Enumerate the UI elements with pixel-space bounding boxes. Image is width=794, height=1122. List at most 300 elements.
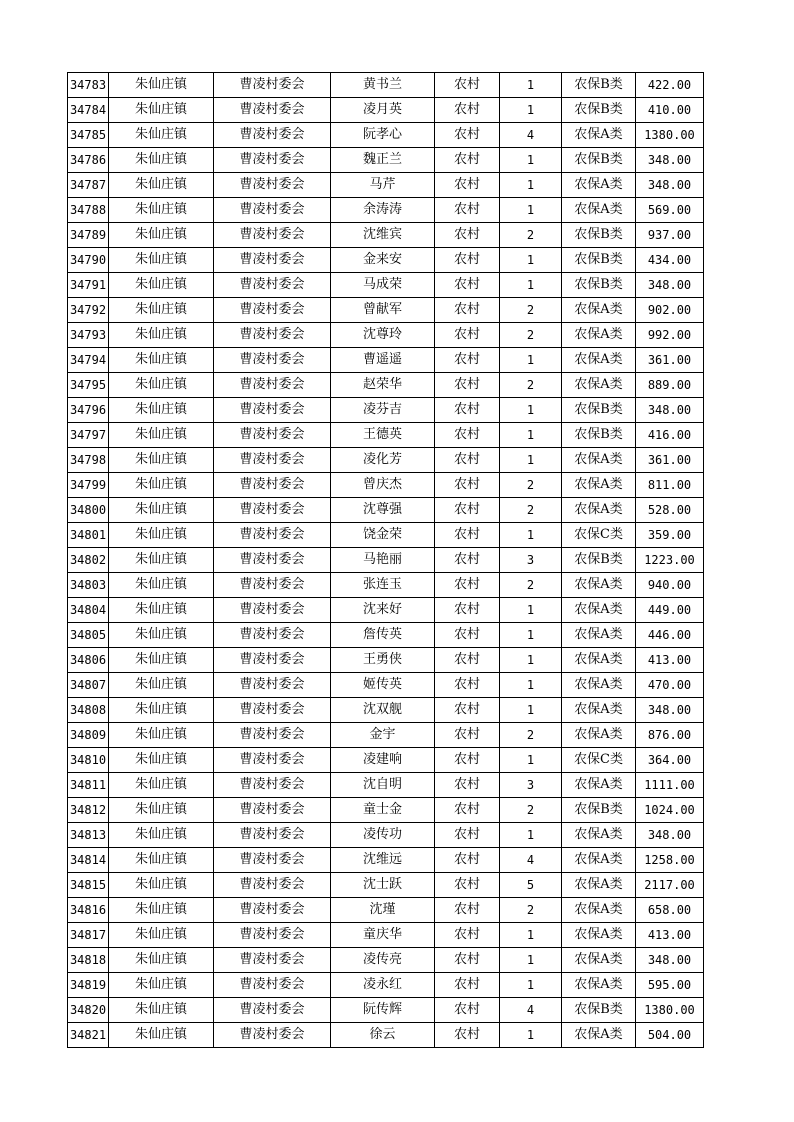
amount-cell: 348.00 — [636, 698, 704, 723]
table-row — [68, 198, 704, 223]
person-name-cell: 沈来好 — [331, 598, 435, 623]
household-type-cell: 农村 — [435, 523, 500, 548]
person-name-cell: 沈维远 — [331, 848, 435, 873]
village-committee-cell: 曹凌村委会 — [214, 823, 331, 848]
insurance-category-cell: 农保A类 — [562, 573, 636, 598]
table-row — [68, 723, 704, 748]
member-count-cell: 1 — [500, 398, 562, 423]
household-type-cell: 农村 — [435, 823, 500, 848]
town-cell: 朱仙庄镇 — [109, 373, 214, 398]
record-id-cell: 34819 — [68, 973, 109, 998]
member-count-cell: 2 — [500, 898, 562, 923]
insurance-category-cell: 农保A类 — [562, 698, 636, 723]
amount-cell: 422.00 — [636, 73, 704, 98]
household-type-cell: 农村 — [435, 173, 500, 198]
insurance-category-cell: 农保A类 — [562, 673, 636, 698]
village-committee-cell: 曹凌村委会 — [214, 398, 331, 423]
town-cell: 朱仙庄镇 — [109, 73, 214, 98]
town-cell: 朱仙庄镇 — [109, 273, 214, 298]
village-committee-cell: 曹凌村委会 — [214, 373, 331, 398]
town-cell: 朱仙庄镇 — [109, 798, 214, 823]
household-type-cell: 农村 — [435, 773, 500, 798]
amount-cell: 413.00 — [636, 923, 704, 948]
record-id-cell: 34798 — [68, 448, 109, 473]
town-cell: 朱仙庄镇 — [109, 498, 214, 523]
amount-cell: 1258.00 — [636, 848, 704, 873]
person-name-cell: 姬传英 — [331, 673, 435, 698]
member-count-cell: 2 — [500, 723, 562, 748]
village-committee-cell: 曹凌村委会 — [214, 898, 331, 923]
household-type-cell: 农村 — [435, 423, 500, 448]
amount-cell: 1111.00 — [636, 773, 704, 798]
household-type-cell: 农村 — [435, 148, 500, 173]
person-name-cell: 赵荣华 — [331, 373, 435, 398]
village-committee-cell: 曹凌村委会 — [214, 948, 331, 973]
insurance-category-cell: 农保A类 — [562, 123, 636, 148]
town-cell: 朱仙庄镇 — [109, 98, 214, 123]
household-type-cell: 农村 — [435, 698, 500, 723]
town-cell: 朱仙庄镇 — [109, 148, 214, 173]
amount-cell: 1223.00 — [636, 548, 704, 573]
village-committee-cell: 曹凌村委会 — [214, 598, 331, 623]
record-id-cell: 34808 — [68, 698, 109, 723]
insurance-category-cell: 农保B类 — [562, 98, 636, 123]
person-name-cell: 童士金 — [331, 798, 435, 823]
household-type-cell: 农村 — [435, 398, 500, 423]
member-count-cell: 1 — [500, 348, 562, 373]
person-name-cell: 沈自明 — [331, 773, 435, 798]
insurance-category-cell: 农保A类 — [562, 1023, 636, 1048]
table-row — [68, 648, 704, 673]
person-name-cell: 魏正兰 — [331, 148, 435, 173]
person-name-cell: 王勇侠 — [331, 648, 435, 673]
town-cell: 朱仙庄镇 — [109, 198, 214, 223]
household-type-cell: 农村 — [435, 948, 500, 973]
person-name-cell: 曹遥遥 — [331, 348, 435, 373]
member-count-cell: 4 — [500, 848, 562, 873]
record-id-cell: 34806 — [68, 648, 109, 673]
amount-cell: 348.00 — [636, 398, 704, 423]
record-id-cell: 34791 — [68, 273, 109, 298]
person-name-cell: 马芹 — [331, 173, 435, 198]
record-id-cell: 34794 — [68, 348, 109, 373]
insurance-category-cell: 农保A类 — [562, 173, 636, 198]
record-id-cell: 34787 — [68, 173, 109, 198]
town-cell: 朱仙庄镇 — [109, 473, 214, 498]
town-cell: 朱仙庄镇 — [109, 648, 214, 673]
amount-cell: 348.00 — [636, 273, 704, 298]
person-name-cell: 沈维宾 — [331, 223, 435, 248]
table-row — [68, 173, 704, 198]
town-cell: 朱仙庄镇 — [109, 773, 214, 798]
table-row — [68, 123, 704, 148]
insurance-category-cell: 农保A类 — [562, 298, 636, 323]
data-table — [67, 72, 704, 1048]
amount-cell: 658.00 — [636, 898, 704, 923]
record-id-cell: 34785 — [68, 123, 109, 148]
household-type-cell: 农村 — [435, 198, 500, 223]
amount-cell: 889.00 — [636, 373, 704, 398]
town-cell: 朱仙庄镇 — [109, 723, 214, 748]
amount-cell: 937.00 — [636, 223, 704, 248]
insurance-category-cell: 农保A类 — [562, 498, 636, 523]
person-name-cell: 沈士跃 — [331, 873, 435, 898]
insurance-category-cell: 农保A类 — [562, 848, 636, 873]
household-type-cell: 农村 — [435, 498, 500, 523]
village-committee-cell: 曹凌村委会 — [214, 873, 331, 898]
table-row — [68, 873, 704, 898]
household-type-cell: 农村 — [435, 998, 500, 1023]
insurance-category-cell: 农保A类 — [562, 598, 636, 623]
person-name-cell: 饶金荣 — [331, 523, 435, 548]
town-cell: 朱仙庄镇 — [109, 298, 214, 323]
person-name-cell: 童庆华 — [331, 923, 435, 948]
member-count-cell: 2 — [500, 498, 562, 523]
household-type-cell: 农村 — [435, 973, 500, 998]
person-name-cell: 王德英 — [331, 423, 435, 448]
record-id-cell: 34784 — [68, 98, 109, 123]
village-committee-cell: 曹凌村委会 — [214, 773, 331, 798]
village-committee-cell: 曹凌村委会 — [214, 98, 331, 123]
household-type-cell: 农村 — [435, 673, 500, 698]
insurance-category-cell: 农保A类 — [562, 973, 636, 998]
person-name-cell: 曾献军 — [331, 298, 435, 323]
record-id-cell: 34783 — [68, 73, 109, 98]
amount-cell: 1024.00 — [636, 798, 704, 823]
household-type-cell: 农村 — [435, 798, 500, 823]
village-committee-cell: 曹凌村委会 — [214, 573, 331, 598]
town-cell: 朱仙庄镇 — [109, 598, 214, 623]
table-row — [68, 223, 704, 248]
amount-cell: 811.00 — [636, 473, 704, 498]
table-row — [68, 473, 704, 498]
insurance-category-cell: 农保B类 — [562, 248, 636, 273]
insurance-category-cell: 农保C类 — [562, 748, 636, 773]
village-committee-cell: 曹凌村委会 — [214, 748, 331, 773]
person-name-cell: 沈瑾 — [331, 898, 435, 923]
household-type-cell: 农村 — [435, 748, 500, 773]
household-type-cell: 农村 — [435, 223, 500, 248]
person-name-cell: 金来安 — [331, 248, 435, 273]
village-committee-cell: 曹凌村委会 — [214, 423, 331, 448]
village-committee-cell: 曹凌村委会 — [214, 673, 331, 698]
member-count-cell: 3 — [500, 548, 562, 573]
insurance-category-cell: 农保A类 — [562, 348, 636, 373]
town-cell: 朱仙庄镇 — [109, 848, 214, 873]
village-committee-cell: 曹凌村委会 — [214, 348, 331, 373]
insurance-category-cell: 农保A类 — [562, 198, 636, 223]
town-cell: 朱仙庄镇 — [109, 223, 214, 248]
amount-cell: 361.00 — [636, 348, 704, 373]
amount-cell: 1380.00 — [636, 998, 704, 1023]
insurance-category-cell: 农保B类 — [562, 223, 636, 248]
person-name-cell: 阮传辉 — [331, 998, 435, 1023]
insurance-category-cell: 农保A类 — [562, 773, 636, 798]
insurance-category-cell: 农保A类 — [562, 473, 636, 498]
insurance-category-cell: 农保B类 — [562, 548, 636, 573]
record-id-cell: 34817 — [68, 923, 109, 948]
record-id-cell: 34797 — [68, 423, 109, 448]
village-committee-cell: 曹凌村委会 — [214, 723, 331, 748]
member-count-cell: 1 — [500, 948, 562, 973]
village-committee-cell: 曹凌村委会 — [214, 473, 331, 498]
amount-cell: 1380.00 — [636, 123, 704, 148]
table-row — [68, 398, 704, 423]
village-committee-cell: 曹凌村委会 — [214, 623, 331, 648]
household-type-cell: 农村 — [435, 98, 500, 123]
record-id-cell: 34804 — [68, 598, 109, 623]
insurance-category-cell: 农保A类 — [562, 623, 636, 648]
table-row — [68, 98, 704, 123]
record-id-cell: 34792 — [68, 298, 109, 323]
member-count-cell: 4 — [500, 998, 562, 1023]
village-committee-cell: 曹凌村委会 — [214, 273, 331, 298]
table-row — [68, 323, 704, 348]
amount-cell: 569.00 — [636, 198, 704, 223]
amount-cell: 470.00 — [636, 673, 704, 698]
household-type-cell: 农村 — [435, 73, 500, 98]
town-cell: 朱仙庄镇 — [109, 623, 214, 648]
person-name-cell: 阮孝心 — [331, 123, 435, 148]
table-row — [68, 998, 704, 1023]
member-count-cell: 1 — [500, 823, 562, 848]
amount-cell: 876.00 — [636, 723, 704, 748]
member-count-cell: 2 — [500, 323, 562, 348]
amount-cell: 348.00 — [636, 148, 704, 173]
town-cell: 朱仙庄镇 — [109, 248, 214, 273]
insurance-category-cell: 农保B类 — [562, 73, 636, 98]
table-row — [68, 973, 704, 998]
table-row — [68, 348, 704, 373]
village-committee-cell: 曹凌村委会 — [214, 798, 331, 823]
member-count-cell: 2 — [500, 223, 562, 248]
town-cell: 朱仙庄镇 — [109, 348, 214, 373]
village-committee-cell: 曹凌村委会 — [214, 298, 331, 323]
village-committee-cell: 曹凌村委会 — [214, 448, 331, 473]
member-count-cell: 1 — [500, 273, 562, 298]
table-row — [68, 898, 704, 923]
table-row — [68, 848, 704, 873]
amount-cell: 992.00 — [636, 323, 704, 348]
household-type-cell: 农村 — [435, 648, 500, 673]
household-type-cell: 农村 — [435, 848, 500, 873]
insurance-category-cell: 农保A类 — [562, 873, 636, 898]
amount-cell: 902.00 — [636, 298, 704, 323]
record-id-cell: 34801 — [68, 523, 109, 548]
record-id-cell: 34821 — [68, 1023, 109, 1048]
member-count-cell: 1 — [500, 1023, 562, 1048]
table-row — [68, 598, 704, 623]
town-cell: 朱仙庄镇 — [109, 823, 214, 848]
table-row — [68, 548, 704, 573]
table-row — [68, 523, 704, 548]
person-name-cell: 余涛涛 — [331, 198, 435, 223]
insurance-category-cell: 农保A类 — [562, 373, 636, 398]
table-row — [68, 673, 704, 698]
insurance-category-cell: 农保A类 — [562, 948, 636, 973]
household-type-cell: 农村 — [435, 598, 500, 623]
amount-cell: 364.00 — [636, 748, 704, 773]
insurance-category-cell: 农保B类 — [562, 798, 636, 823]
town-cell: 朱仙庄镇 — [109, 173, 214, 198]
household-type-cell: 农村 — [435, 448, 500, 473]
record-id-cell: 34816 — [68, 898, 109, 923]
person-name-cell: 沈尊玲 — [331, 323, 435, 348]
village-committee-cell: 曹凌村委会 — [214, 173, 331, 198]
record-id-cell: 34796 — [68, 398, 109, 423]
town-cell: 朱仙庄镇 — [109, 123, 214, 148]
table-row — [68, 948, 704, 973]
table-row — [68, 423, 704, 448]
household-type-cell: 农村 — [435, 623, 500, 648]
amount-cell: 2117.00 — [636, 873, 704, 898]
town-cell: 朱仙庄镇 — [109, 898, 214, 923]
person-name-cell: 马艳丽 — [331, 548, 435, 573]
town-cell: 朱仙庄镇 — [109, 698, 214, 723]
record-id-cell: 34813 — [68, 823, 109, 848]
village-committee-cell: 曹凌村委会 — [214, 73, 331, 98]
person-name-cell: 沈尊强 — [331, 498, 435, 523]
member-count-cell: 1 — [500, 148, 562, 173]
table-row — [68, 748, 704, 773]
insurance-category-cell: 农保A类 — [562, 323, 636, 348]
insurance-category-cell: 农保A类 — [562, 723, 636, 748]
member-count-cell: 1 — [500, 248, 562, 273]
village-committee-cell: 曹凌村委会 — [214, 148, 331, 173]
member-count-cell: 1 — [500, 73, 562, 98]
town-cell: 朱仙庄镇 — [109, 573, 214, 598]
village-committee-cell: 曹凌村委会 — [214, 548, 331, 573]
town-cell: 朱仙庄镇 — [109, 948, 214, 973]
village-committee-cell: 曹凌村委会 — [214, 248, 331, 273]
amount-cell: 348.00 — [636, 173, 704, 198]
table-row — [68, 73, 704, 98]
household-type-cell: 农村 — [435, 573, 500, 598]
household-type-cell: 农村 — [435, 298, 500, 323]
record-id-cell: 34786 — [68, 148, 109, 173]
town-cell: 朱仙庄镇 — [109, 1023, 214, 1048]
village-committee-cell: 曹凌村委会 — [214, 648, 331, 673]
town-cell: 朱仙庄镇 — [109, 673, 214, 698]
household-type-cell: 农村 — [435, 123, 500, 148]
village-committee-cell: 曹凌村委会 — [214, 973, 331, 998]
table-row — [68, 923, 704, 948]
insurance-category-cell: 农保A类 — [562, 648, 636, 673]
town-cell: 朱仙庄镇 — [109, 748, 214, 773]
insurance-category-cell: 农保A类 — [562, 898, 636, 923]
amount-cell: 348.00 — [636, 948, 704, 973]
town-cell: 朱仙庄镇 — [109, 323, 214, 348]
table-row — [68, 448, 704, 473]
amount-cell: 359.00 — [636, 523, 704, 548]
record-id-cell: 34788 — [68, 198, 109, 223]
person-name-cell: 凌传功 — [331, 823, 435, 848]
amount-cell: 413.00 — [636, 648, 704, 673]
record-id-cell: 34810 — [68, 748, 109, 773]
insurance-category-cell: 农保B类 — [562, 423, 636, 448]
table-row — [68, 773, 704, 798]
amount-cell: 595.00 — [636, 973, 704, 998]
town-cell: 朱仙庄镇 — [109, 523, 214, 548]
household-type-cell: 农村 — [435, 473, 500, 498]
member-count-cell: 1 — [500, 748, 562, 773]
record-id-cell: 34820 — [68, 998, 109, 1023]
household-type-cell: 农村 — [435, 248, 500, 273]
village-committee-cell: 曹凌村委会 — [214, 998, 331, 1023]
household-type-cell: 农村 — [435, 898, 500, 923]
town-cell: 朱仙庄镇 — [109, 998, 214, 1023]
person-name-cell: 凌传亮 — [331, 948, 435, 973]
member-count-cell: 1 — [500, 698, 562, 723]
village-committee-cell: 曹凌村委会 — [214, 123, 331, 148]
insurance-category-cell: 农保A类 — [562, 448, 636, 473]
insurance-category-cell: 农保B类 — [562, 273, 636, 298]
village-committee-cell: 曹凌村委会 — [214, 523, 331, 548]
member-count-cell: 4 — [500, 123, 562, 148]
person-name-cell: 詹传英 — [331, 623, 435, 648]
member-count-cell: 1 — [500, 623, 562, 648]
insurance-category-cell: 农保C类 — [562, 523, 636, 548]
town-cell: 朱仙庄镇 — [109, 973, 214, 998]
member-count-cell: 1 — [500, 198, 562, 223]
record-id-cell: 34814 — [68, 848, 109, 873]
amount-cell: 348.00 — [636, 823, 704, 848]
table-body — [68, 73, 704, 1048]
household-type-cell: 农村 — [435, 723, 500, 748]
insurance-category-cell: 农保A类 — [562, 823, 636, 848]
member-count-cell: 2 — [500, 473, 562, 498]
member-count-cell: 1 — [500, 648, 562, 673]
person-name-cell: 金宇 — [331, 723, 435, 748]
member-count-cell: 2 — [500, 798, 562, 823]
member-count-cell: 1 — [500, 448, 562, 473]
record-id-cell: 34802 — [68, 548, 109, 573]
insurance-category-cell: 农保B类 — [562, 148, 636, 173]
record-id-cell: 34807 — [68, 673, 109, 698]
household-type-cell: 农村 — [435, 373, 500, 398]
member-count-cell: 1 — [500, 923, 562, 948]
town-cell: 朱仙庄镇 — [109, 423, 214, 448]
member-count-cell: 1 — [500, 423, 562, 448]
record-id-cell: 34803 — [68, 573, 109, 598]
household-type-cell: 农村 — [435, 348, 500, 373]
amount-cell: 504.00 — [636, 1023, 704, 1048]
town-cell: 朱仙庄镇 — [109, 548, 214, 573]
table-row — [68, 248, 704, 273]
household-type-cell: 农村 — [435, 273, 500, 298]
table-row — [68, 148, 704, 173]
table-row — [68, 1023, 704, 1048]
village-committee-cell: 曹凌村委会 — [214, 198, 331, 223]
town-cell: 朱仙庄镇 — [109, 448, 214, 473]
amount-cell: 434.00 — [636, 248, 704, 273]
member-count-cell: 1 — [500, 973, 562, 998]
table-row — [68, 823, 704, 848]
town-cell: 朱仙庄镇 — [109, 873, 214, 898]
village-committee-cell: 曹凌村委会 — [214, 223, 331, 248]
household-type-cell: 农村 — [435, 923, 500, 948]
town-cell: 朱仙庄镇 — [109, 923, 214, 948]
person-name-cell: 凌芬吉 — [331, 398, 435, 423]
member-count-cell: 2 — [500, 373, 562, 398]
person-name-cell: 徐云 — [331, 1023, 435, 1048]
insurance-category-cell: 农保A类 — [562, 923, 636, 948]
amount-cell: 940.00 — [636, 573, 704, 598]
table-row — [68, 573, 704, 598]
table-row — [68, 273, 704, 298]
record-id-cell: 34800 — [68, 498, 109, 523]
insurance-category-cell: 农保B类 — [562, 398, 636, 423]
